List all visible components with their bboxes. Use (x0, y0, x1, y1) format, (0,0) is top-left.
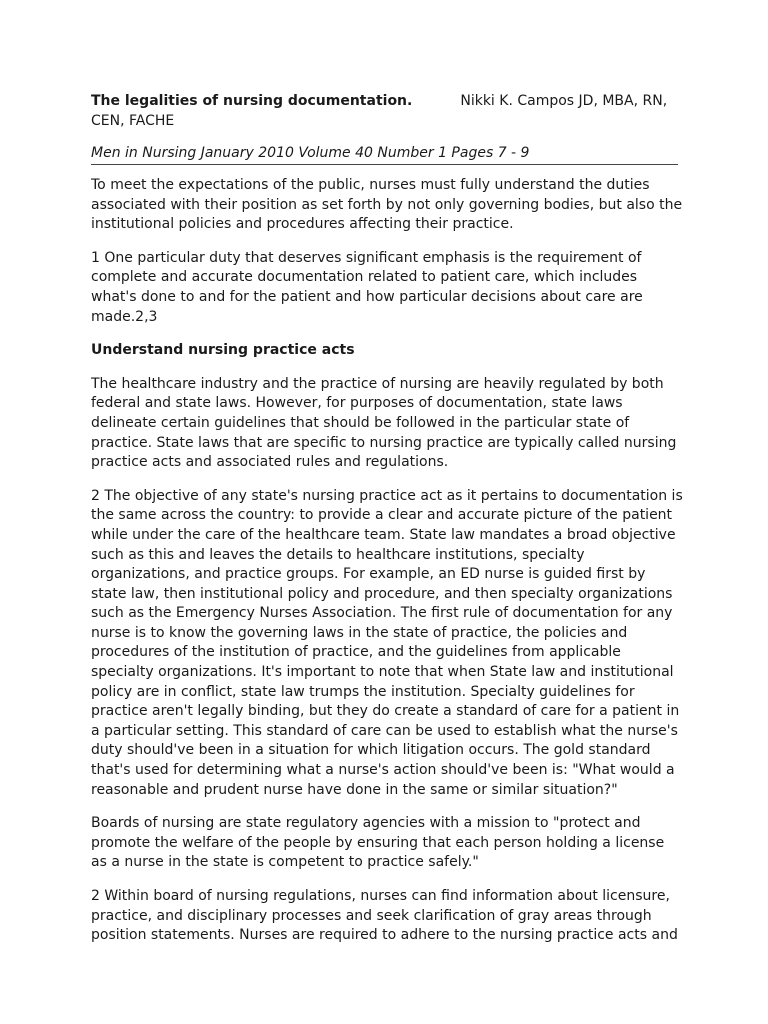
header-divider (91, 164, 678, 165)
paragraph-5: Boards of nursing are state regulatory agencies with a mission to "protect and promote the welfare of the people by ensuring that each person holding a license as a nurse in the state is competent to practice safely." (91, 815, 665, 871)
article-body (91, 176, 683, 960)
paragraph-1: To meet the expectations of the public, nurses must fully understand the duties associated with their position as set forth by not only governing bodies, but also the institutional policies and procedures affecting their practice. (91, 177, 683, 233)
section-heading: Understand nursing practice acts (91, 342, 355, 359)
document-header (91, 91, 681, 131)
paragraph-3: The healthcare industry and the practice of nursing are heavily regulated by both federal and state laws. However, for purposes of documentation, state laws delineate certain guidelines that should be followed in the particular state of practice. State laws that are specific to nursing practice are typically called nursing practice acts and associated rules and regulations. (91, 375, 677, 471)
article-author: Nikki K. Campos JD, MBA, RN, CEN, FACHE (91, 93, 668, 129)
paragraph-6: 2 Within board of nursing regulations, nurses can find information about licensure, practice, and disciplinary processes and seek clarification of gray areas through position statements. Nurses are required to adhere to the nursing practice acts and (91, 888, 678, 944)
paragraph-2: 1 One particular duty that deserves significant emphasis is the requirement of complete and accurate documentation related to patient care, which includes what's done to and for the patient and how particular decisions about care are made.2,3 (91, 249, 643, 325)
journal-citation: Men in Nursing January 2010 Volume 40 Number 1 Pages 7 - 9 (91, 145, 530, 161)
paragraph-4: 2 The objective of any state's nursing practice act as it pertains to documentation is the same across the country: to provide a clear and accurate picture of the patient while under the care of the healthcare team. State law mandates a broad objective such as this and leaves the details to healthcare institutions, specialty organizations, and practice groups. For example, an ED nurse is guided first by state law, then institutional policy and procedure, and then specialty organizations such as the Emergency Nurses Association. The first rule of documentation for any nurse is to know the governing laws in the state of practice, the policies and procedures of the institution of practice, and the guidelines from applicable specialty organizations. It's important to note that when State law and institutional policy are in conflict, state law trumps the institution. Specialty guidelines for practice aren't legally binding, but they do create a standard of care for a patient in a particular setting. This standard of care can be used to establish what the nurse's duty should've been in a situation for which litigation occurs. The gold standard that's used for determining what a nurse's action should've been is: "What would a reasonable and prudent nurse have done in the same or similar situation?" (91, 487, 683, 798)
article-title: The legalities of nursing documentation. (91, 93, 413, 109)
